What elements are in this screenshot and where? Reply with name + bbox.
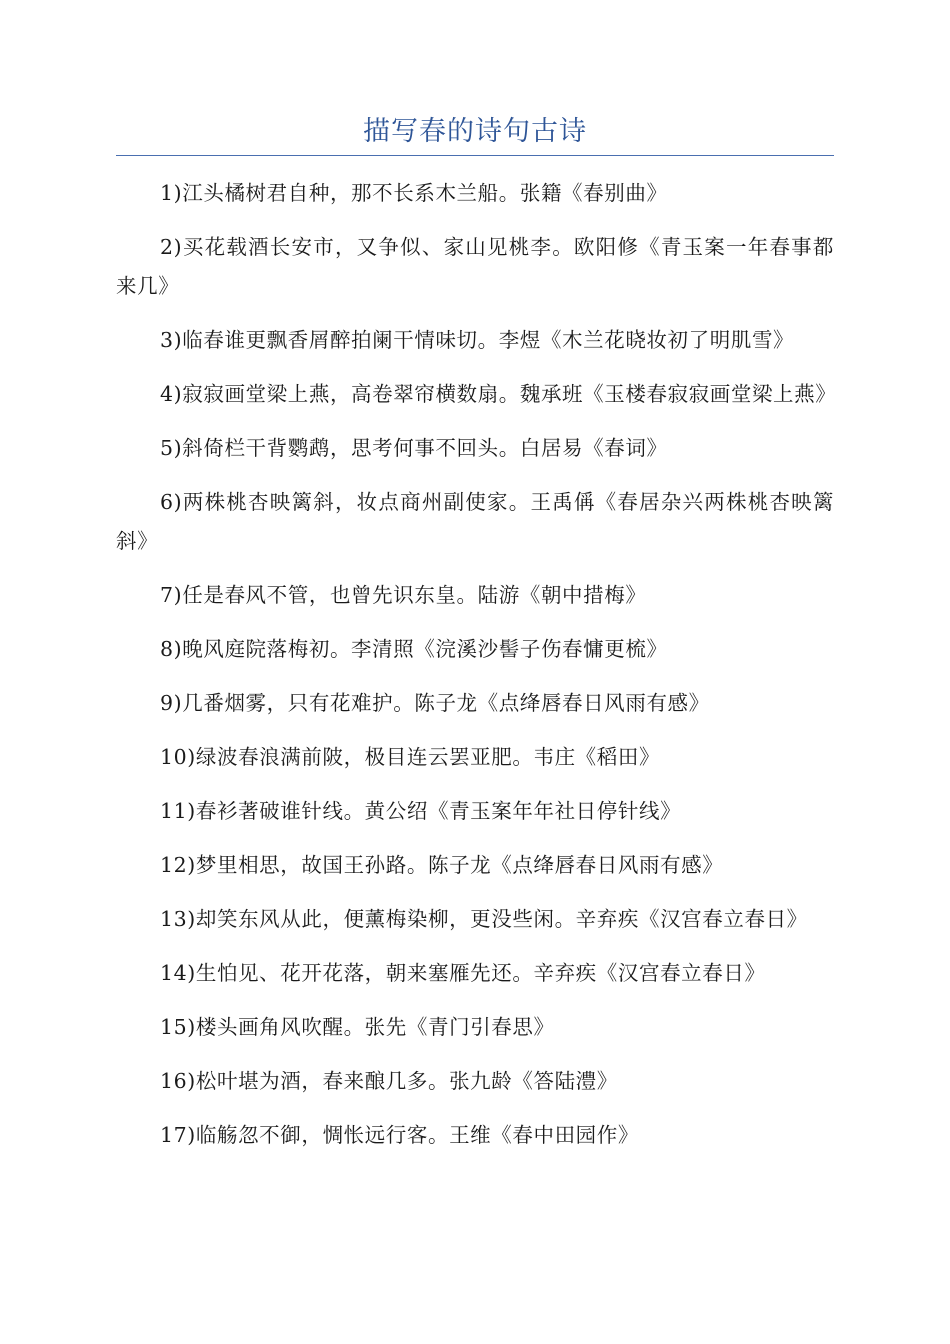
poem-line-4: 4)寂寂画堂梁上燕，高卷翠帘横数扇。魏承班《玉楼春寂寂画堂梁上燕》 [160,382,837,406]
poem-line-3: 3)临春谁更飘香屑醉拍阑干情味切。李煜《木兰花晓妆初了明肌雪》 [160,328,795,352]
poem-line-5: 5)斜倚栏干背鹦鹉，思考何事不回头。白居易《春词》 [160,436,668,460]
poem-line-17: 17)临觞忽不御，惆怅远行客。王维《春中田园作》 [160,1123,639,1147]
poem-line-2: 2)买花载酒长安市，又争似、家山见桃李。欧阳修《青玉案一年春事都来几》 [116,235,834,298]
poem-line-1: 1)江头橘树君自种，那不长系木兰船。张籍《春别曲》 [160,181,668,205]
poem-line-7: 7)任是春风不管，也曾先识东皇。陆游《朝中措梅》 [160,583,647,607]
poem-line-8: 8)晚风庭院落梅初。李清照《浣溪沙髻子伤春慵更梳》 [160,637,668,661]
document-body [116,174,837,1170]
poem-line-11: 11)春衫著破谁针线。黄公绍《青玉案年年社日停针线》 [160,799,682,823]
poem-line-6: 6)两株桃杏映篱斜，妆点商州副使家。王禹偁《春居杂兴两株桃杏映篱斜》 [116,490,834,553]
poem-line-9: 9)几番烟雾，只有花难护。陈子龙《点绛唇春日风雨有感》 [160,691,710,715]
document-title: 描写春的诗句古诗 [363,116,587,147]
poem-line-10: 10)绿波春浪满前陂，极目连云罢亚肥。韦庄《稻田》 [160,745,661,769]
poem-line-13: 13)却笑东风从此，便薰梅染柳，更没些闲。辛弃疾《汉宫春立春日》 [160,907,808,931]
title-underline [116,155,834,156]
poem-line-15: 15)楼头画角风吹醒。张先《青门引春思》 [160,1015,555,1039]
poem-line-16: 16)松叶堪为酒，春来酿几多。张九龄《答陆澧》 [160,1069,618,1093]
poem-line-12: 12)梦里相思，故国王孙路。陈子龙《点绛唇春日风雨有感》 [160,853,724,877]
poem-line-14: 14)生怕见、花开花落，朝来塞雁先还。辛弃疾《汉宫春立春日》 [160,961,766,985]
